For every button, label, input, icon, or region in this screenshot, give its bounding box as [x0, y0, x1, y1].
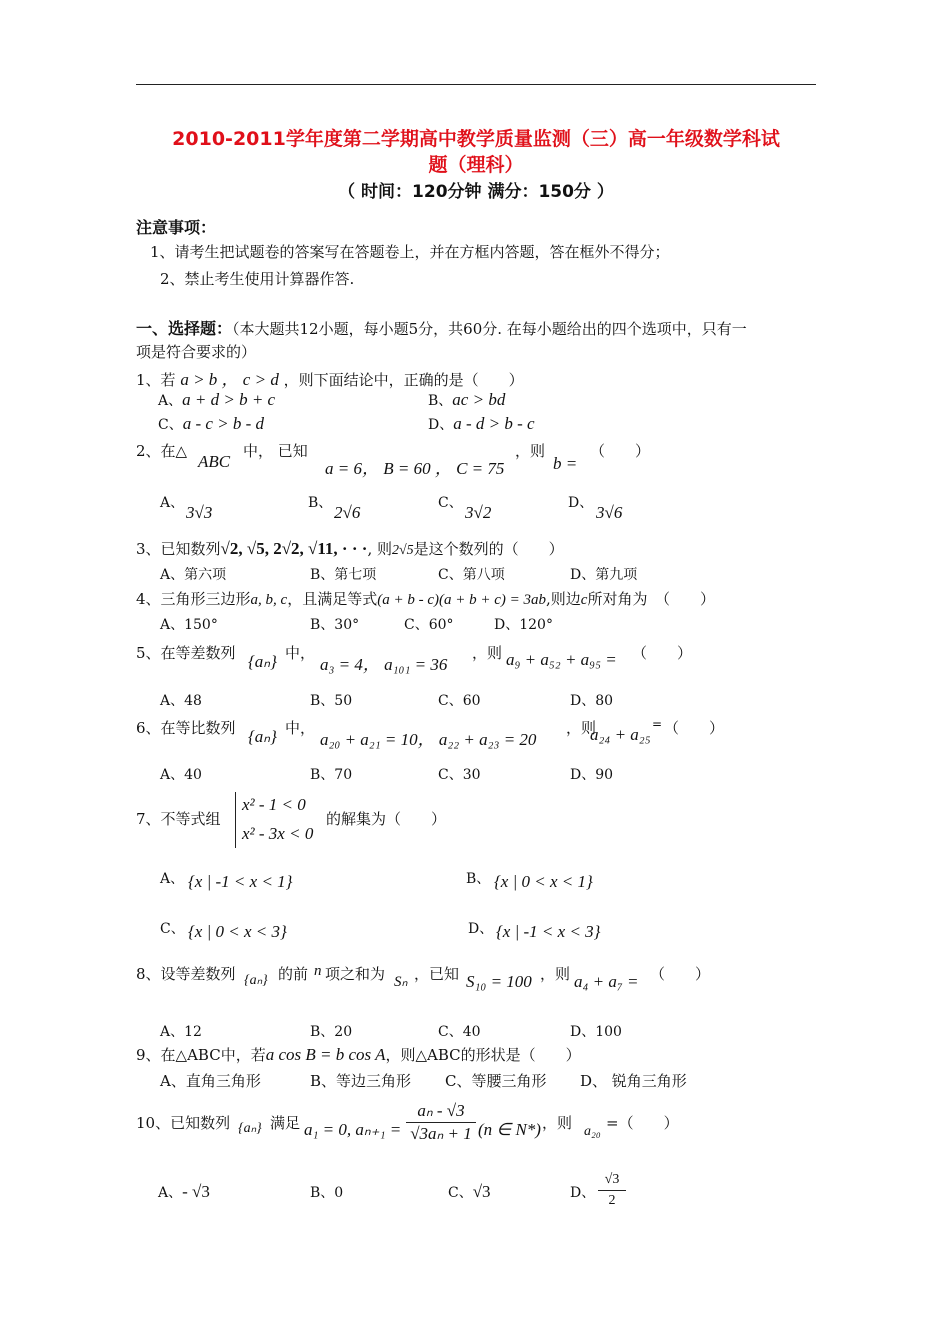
- q7-option-d: {x | -1 < x < 3}: [496, 922, 601, 941]
- q1-option-c: C、a - c > b - d: [158, 414, 265, 433]
- q7-option-a: {x | -1 < x < 1}: [188, 872, 293, 891]
- section1-intro: [136, 316, 747, 339]
- q8-mid3: ，已知: [414, 965, 460, 983]
- q10-numerator: aₙ - √3: [406, 1100, 476, 1123]
- q6-condition: a₂₀ + a₂₁ = 10， a₂₂ + a₂₃ = 20: [320, 730, 537, 749]
- question-4: 4、三角形三边形a, b, c，且满足等式(a + b - c)(a + b + c) = 3ab,则边c所对角为 （ ）: [136, 590, 715, 608]
- q2-option-c-label: C、: [438, 495, 463, 511]
- exam-title-line2: 题（理科）: [428, 154, 524, 176]
- notice-heading: 注意事项：: [136, 218, 217, 237]
- q2-option-b: 2√6: [334, 503, 361, 522]
- q6-mid: 中，: [285, 719, 316, 737]
- q10-option-d-denominator: 2: [608, 1193, 616, 1208]
- q8-mid: 的前: [278, 965, 309, 983]
- q2-paren: （ ）: [590, 442, 651, 460]
- q6-prefix: 6、在等比数列: [136, 719, 236, 737]
- q2-triangle: ABC: [198, 452, 231, 471]
- q9-option-c: C、等腰三角形: [445, 1072, 547, 1090]
- q2-option-d-label: D、: [568, 495, 594, 511]
- notice-item-2: 2、禁止考生使用计算器作答.: [160, 270, 355, 288]
- q2-condition: a = 6， B = 60 ， C = 75: [325, 459, 505, 478]
- q2-option-a-label: A、: [160, 495, 185, 511]
- q1-condition: a > b ， c > d: [180, 370, 279, 389]
- section1-heading: 一、选择题：: [136, 319, 233, 338]
- q1-suffix: ，则下面结论中，正确的是（ ）: [283, 371, 524, 389]
- q4-equation: (a + b - c)(a + b + c) = 3ab: [377, 592, 547, 608]
- q10-option-d: [598, 1170, 626, 1211]
- q7-suffix: 的解集为（ ）: [326, 810, 447, 828]
- q5-condition: a₃ = 4， a₁₀₁ = 36: [320, 655, 448, 674]
- q5-mid: 中，: [285, 644, 316, 662]
- section1-desc-1: （本大题共12小题，每小题5分，共60分. 在每小题给出的四个选项中，只有一: [232, 320, 747, 338]
- q6-option-d: D、90: [570, 767, 614, 783]
- q9-option-d: D、 锐角三角形: [580, 1072, 687, 1090]
- q6-option-a: A、40: [160, 767, 202, 783]
- q8-ask: a₄ + a₇ =: [574, 972, 639, 991]
- q7-option-b: {x | 0 < x < 1}: [494, 872, 593, 891]
- section1-desc-2: 项是符合要求的）: [136, 343, 257, 361]
- q8-option-b: B、20: [310, 1024, 353, 1040]
- q10-option-a: A、- √3: [158, 1182, 210, 1201]
- q5-option-d: D、80: [570, 693, 614, 709]
- q10-condition: a₁ = 0, aₙ₊₁ =: [304, 1120, 402, 1139]
- q5-prefix: 5、在等差数列: [136, 644, 236, 662]
- q9-option-a: A、直角三角形: [160, 1072, 261, 1090]
- q7-option-a-label: A、: [160, 871, 185, 887]
- q8-mid2: 项之和为: [325, 965, 386, 983]
- q10-sequence: {aₙ}: [238, 1121, 262, 1136]
- q10-condition-2: (n ∈ N*): [478, 1120, 541, 1139]
- q3-option-c: C、第八项: [438, 567, 505, 583]
- q7-option-c-label: C、: [160, 921, 185, 937]
- q10-ask: a₂₀: [584, 1124, 601, 1139]
- q8-n: n: [314, 963, 322, 979]
- q10-option-b: B、0: [310, 1185, 344, 1201]
- q9-option-b: B、等边三角形: [310, 1072, 412, 1090]
- question-1: [136, 365, 524, 390]
- q7-system: [235, 792, 313, 848]
- q5-then: ，则: [472, 644, 503, 662]
- q6-option-b: B、70: [310, 767, 353, 783]
- q6-ask: a₂₄ + a₂₅: [590, 725, 651, 744]
- q4-option-d: D、120°: [494, 617, 553, 633]
- q1-prefix: 1、若: [136, 371, 176, 389]
- q8-option-a: A、12: [160, 1024, 202, 1040]
- q3-option-b: B、第七项: [310, 567, 377, 583]
- q7-prefix: 7、不等式组: [136, 810, 221, 828]
- q7-option-b-label: B、: [466, 871, 491, 887]
- q10-option-d-numerator: √3: [598, 1170, 626, 1191]
- q2-option-b-label: B、: [308, 495, 333, 511]
- q3-option-d: D、第九项: [570, 567, 638, 583]
- exam-info: （ 时间：120分钟 满分：150分 ）: [338, 182, 614, 202]
- q10-denominator: √3aₙ + 1: [410, 1124, 472, 1143]
- q8-option-c: C、40: [438, 1024, 481, 1040]
- question-3: 3、已知数列√2, √5, 2√2, √11, · · ·, 则2√5是这个数列的（ ）: [136, 539, 564, 558]
- q10-option-c: C、√3: [448, 1182, 491, 1201]
- q9-condition: a cos B = b cos A: [265, 1045, 386, 1064]
- q6-sequence: {aₙ}: [248, 727, 277, 746]
- q6-paren: （ ）: [664, 719, 725, 737]
- exam-title-line1: 2010-2011学年度第二学期高中教学质量监测（三）高一年级数学科试: [172, 128, 780, 150]
- q3-sequence: √2, √5, 2√2, √11, · · ·: [220, 539, 368, 558]
- q7-line-2: x² - 3x < 0: [242, 824, 314, 843]
- notice-item-1: 1、请考生把试题卷的答案写在答题卷上，并在方框内答题，答在框外不得分；: [150, 243, 670, 261]
- q6-eq: =: [652, 717, 663, 731]
- q3-term: 2√5: [391, 543, 414, 558]
- q5-ask: a₉ + a₅₂ + a₉₅ =: [506, 650, 617, 669]
- q10-mid: 满足: [270, 1114, 301, 1132]
- q4-vars: a, b, c: [250, 592, 288, 608]
- q2-option-c: 3√2: [465, 503, 492, 522]
- q8-sum: Sₙ: [394, 974, 408, 990]
- q8-condition: S₁₀ = 100: [466, 972, 532, 991]
- q10-paren: =（ ）: [606, 1114, 679, 1132]
- q2-option-a: 3√3: [186, 503, 213, 522]
- q5-option-c: C、60: [438, 693, 481, 709]
- q2-then: ，则: [515, 442, 546, 460]
- q8-option-d: D、100: [570, 1024, 622, 1040]
- q4-option-b: B、30°: [310, 617, 360, 633]
- q5-paren: （ ）: [632, 644, 693, 662]
- q8-sequence: {aₙ}: [244, 973, 268, 988]
- q4-option-a: A、150°: [160, 617, 218, 633]
- q2-prefix: 2、在△: [136, 442, 188, 460]
- q8-prefix: 8、设等差数列: [136, 965, 236, 983]
- q7-option-d-label: D、: [468, 921, 494, 937]
- q6-then: ，则: [566, 719, 597, 737]
- q2-given: 中， 已知: [243, 442, 308, 460]
- q7-option-c: {x | 0 < x < 3}: [188, 922, 287, 941]
- q2-ask: b =: [553, 454, 578, 473]
- q1-option-d: D、a - d > b - c: [428, 414, 535, 433]
- top-rule: [136, 84, 816, 85]
- q8-then: ，则: [540, 965, 571, 983]
- q2-option-d: 3√6: [596, 503, 623, 522]
- q6-option-c: C、30: [438, 767, 481, 783]
- q5-sequence: {aₙ}: [248, 652, 277, 671]
- q10-prefix: 10、已知数列: [136, 1114, 231, 1132]
- q10-option-d-label: D、: [570, 1185, 596, 1201]
- q5-option-b: B、50: [310, 693, 353, 709]
- q10-then: ，则: [542, 1114, 573, 1132]
- q8-paren: （ ）: [650, 965, 711, 983]
- q5-option-a: A、48: [160, 693, 202, 709]
- q10-fraction: [406, 1100, 476, 1145]
- q1-option-b: B、ac > bd: [428, 390, 506, 409]
- q1-option-a: A、a + d > b + c: [158, 390, 276, 409]
- q3-option-a: A、第六项: [160, 567, 227, 583]
- q4-option-c: C、60°: [404, 617, 454, 633]
- question-9: 9、在△ABC中，若a cos B = b cos A，则△ABC的形状是（ ）: [136, 1045, 581, 1064]
- q7-line-1: x² - 1 < 0: [242, 795, 306, 814]
